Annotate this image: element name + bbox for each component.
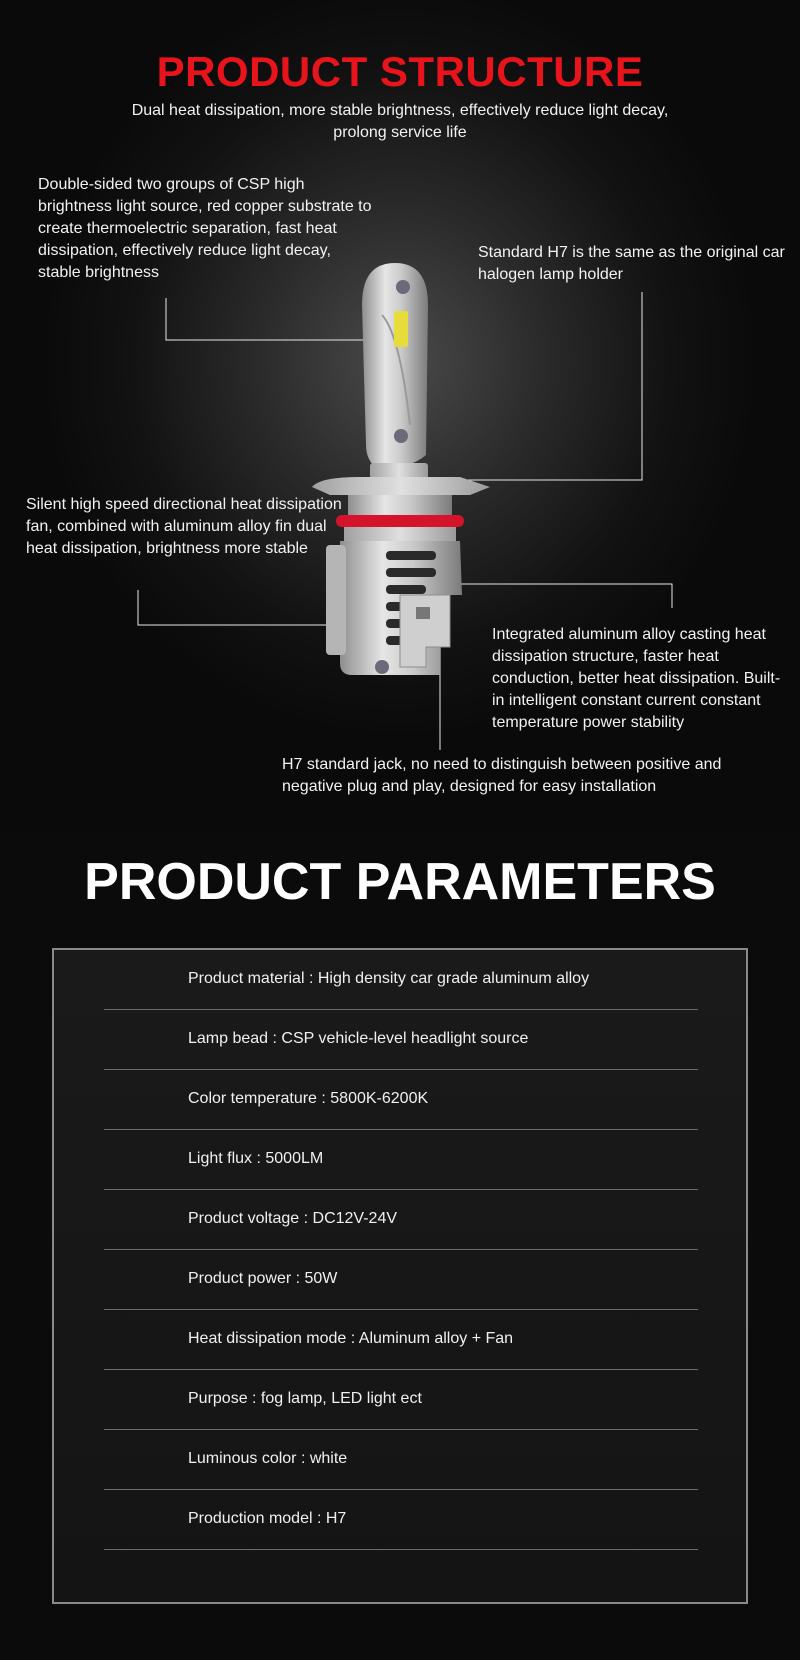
parameter-row [104, 1370, 698, 1430]
parameter-text: Heat dissipation mode : Aluminum alloy + Fan [188, 1330, 514, 1347]
callout-light-source: Double-sided two groups of CSP high brightness light source, red copper substrate to create thermoelectric separation, fast heat dissipation, effectively reduce light decay, stable brightness [38, 176, 372, 281]
red-seal-ring [336, 515, 464, 527]
screw-top [396, 280, 410, 294]
parameter-text: Luminous color : white [188, 1450, 348, 1467]
parameter-text: Product voltage : DC12V-24V [188, 1210, 398, 1227]
screw-bottom [394, 429, 408, 443]
parameter-text: Lamp bead : CSP vehicle-level headlight source [188, 1030, 529, 1047]
bulb-flange [312, 477, 490, 495]
parameter-row [104, 1310, 698, 1370]
structure-title: PRODUCT STRUCTURE [156, 48, 644, 95]
parameter-text: Product power : 50W [188, 1270, 338, 1287]
csp-led-chip [394, 311, 408, 347]
callout-cooling-fan: Silent high speed directional heat dissipation fan, combined with aluminum alloy fin dual heat dissipation, brightness more stable [26, 496, 342, 557]
parameter-row [104, 1250, 698, 1310]
parameter-row [104, 1070, 698, 1130]
parameter-text: Product material : High density car grade aluminum alloy [188, 970, 590, 987]
parameter-row [104, 1130, 698, 1190]
parameter-text: Production model : H7 [188, 1510, 347, 1527]
parameter-row [104, 1430, 698, 1490]
parameter-text: Purpose : fog lamp, LED light ect [188, 1390, 422, 1407]
parameter-row [104, 1010, 698, 1070]
parameter-row [104, 1490, 698, 1550]
parameter-text: Light flux : 5000LM [188, 1150, 324, 1167]
parameters-title: PRODUCT PARAMETERS [84, 853, 716, 911]
callout-aluminum-casting: Integrated aluminum alloy casting heat dissipation structure, faster heat conduction, better heat dissipation. Built-in intelligent constant current constant temperature power stability [492, 626, 781, 731]
h7-led-bulb-image [300, 255, 500, 695]
h7-plug-connector [400, 595, 450, 667]
parameter-text: Color temperature : 5800K-6200K [188, 1090, 429, 1107]
parameters-table [52, 948, 748, 1604]
parameter-row [104, 1190, 698, 1250]
structure-subtitle: Dual heat dissipation, more stable brightness, effectively reduce light decay, prolong service life [131, 102, 669, 141]
parameter-row [104, 950, 698, 1010]
callout-lamp-holder: Standard H7 is the same as the original car halogen lamp holder [478, 244, 785, 283]
callout-h7-jack: H7 standard jack, no need to distinguish between positive and negative plug and play, designed for easy installation [282, 756, 722, 795]
